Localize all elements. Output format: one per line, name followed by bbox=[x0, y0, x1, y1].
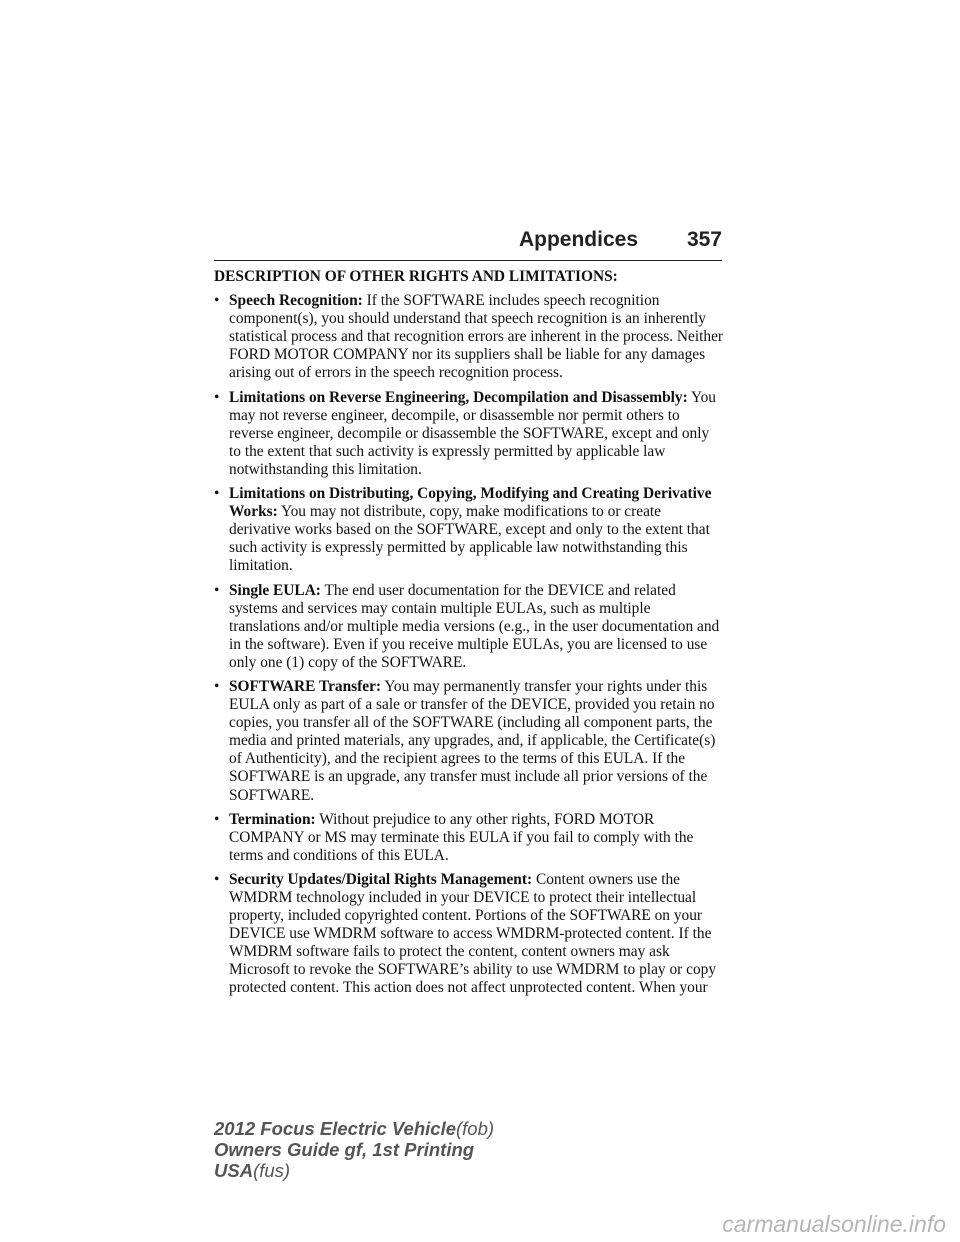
footer-guide-name: Owners Guide gf, 1st Printing bbox=[214, 1139, 475, 1160]
bullet-term: Limitations on Reverse Engineering, Decompilation and Disassembly: bbox=[229, 388, 688, 406]
bullet-icon: • bbox=[214, 677, 220, 695]
bullet-item-distributing bbox=[214, 485, 724, 575]
bullet-text: You may not reverse engineer, decompile, or disassemble nor permit others to reverse engineer, decompile or disassemble the SOFTWARE, except and only to the extent that such activity is expressly permitted by applicable law notwithstanding this limitation. bbox=[229, 388, 716, 478]
bullet-term: Security Updates/Digital Rights Management: bbox=[229, 870, 533, 888]
bullet-term: Single EULA: bbox=[229, 581, 321, 599]
footer-region-name: USA bbox=[214, 1160, 254, 1181]
bullet-icon: • bbox=[214, 292, 220, 310]
bullet-text: If the SOFTWARE includes speech recognition component(s), you should understand that speech recognition is an inherently statistical process and that recognition errors are inherent in the process. Neither FORD MOTOR COMPANY nor its suppliers shall be liable for any damages arising out of errors in the speech recognition process. bbox=[229, 292, 724, 382]
page-content bbox=[214, 268, 724, 1004]
bullet-icon: • bbox=[214, 485, 220, 503]
page-number: 357 bbox=[686, 228, 722, 251]
footer-vehicle-name: 2012 Focus Electric Vehicle bbox=[214, 1118, 456, 1139]
bullet-term: Limitations on Distributing, Copying, Modifying and Creating Derivative Works: bbox=[229, 485, 712, 521]
bullet-icon: • bbox=[214, 870, 220, 888]
bullet-term: Speech Recognition: bbox=[229, 292, 363, 310]
page-header bbox=[214, 226, 722, 261]
bullet-item-reverse-engineering bbox=[214, 389, 724, 479]
section-heading: DESCRIPTION OF OTHER RIGHTS AND LIMITATIONS: bbox=[214, 268, 618, 285]
footer-line-vehicle bbox=[214, 1118, 494, 1139]
bullet-icon: • bbox=[214, 810, 220, 828]
bullet-item-software-transfer bbox=[214, 678, 724, 805]
footer-region-code: (fus) bbox=[253, 1160, 291, 1181]
bullet-text: The end user documentation for the DEVICE and related systems and services may contain multiple EULAs, such as multiple translations and/or multiple media versions (e.g., in the user documentation and in the software). Even if you receive multiple EULAs, you are licensed to use only one (1) copy of the SOFTWARE. bbox=[229, 581, 720, 671]
bullet-icon: • bbox=[214, 581, 220, 599]
footer-line-guide bbox=[214, 1139, 494, 1160]
bullet-item-security-updates bbox=[214, 871, 724, 998]
section-title: Appendices bbox=[518, 228, 638, 251]
bullet-term: Termination: bbox=[229, 810, 316, 828]
bullet-item-termination bbox=[214, 811, 724, 865]
bullet-item-single-eula bbox=[214, 582, 724, 672]
bullet-item-speech-recognition bbox=[214, 292, 724, 382]
bullet-text: You may permanently transfer your rights under this EULA only as part of a sale or transfer of the DEVICE, provided you retain no copies, you transfer all of the SOFTWARE (including all component parts, the media and printed materials, any upgrades, and, if applicable, the Certificate(s) of Authenticity), and the recipient agrees to the terms of this EULA. If the SOFTWARE is an upgrade, any transfer must include all prior versions of the SOFTWARE. bbox=[229, 677, 716, 804]
bullet-term: SOFTWARE Transfer: bbox=[229, 677, 382, 695]
footer-line-region bbox=[214, 1160, 494, 1181]
bullet-text: Content owners use the WMDRM technology included in your DEVICE to protect their intellectual property, included copyrighted content. Portions of the SOFTWARE on your DEVICE use WMDRM software to access WMDRM-protected content. If the WMDRM software fails to protect the content, content owners may ask Microsoft to revoke the SOFTWARE’s ability to use WMDRM to play or copy protected content. This action does not affect unprotected content. When your bbox=[229, 870, 717, 997]
watermark-text: carmanualsonline.info bbox=[722, 1211, 946, 1237]
bullet-icon: • bbox=[214, 388, 220, 406]
bullet-text: Without prejudice to any other rights, FORD MOTOR COMPANY or MS may terminate this EULA if you fail to comply with the terms and conditions of this EULA. bbox=[229, 810, 694, 864]
bullet-text: You may not distribute, copy, make modifications to or create derivative works based on the SOFTWARE, except and only to the extent that such activity is expressly permitted by applicable law notwithstanding this limitation. bbox=[229, 503, 710, 575]
footer-vehicle-code: (fob) bbox=[456, 1118, 495, 1139]
footer-info bbox=[214, 1118, 494, 1181]
